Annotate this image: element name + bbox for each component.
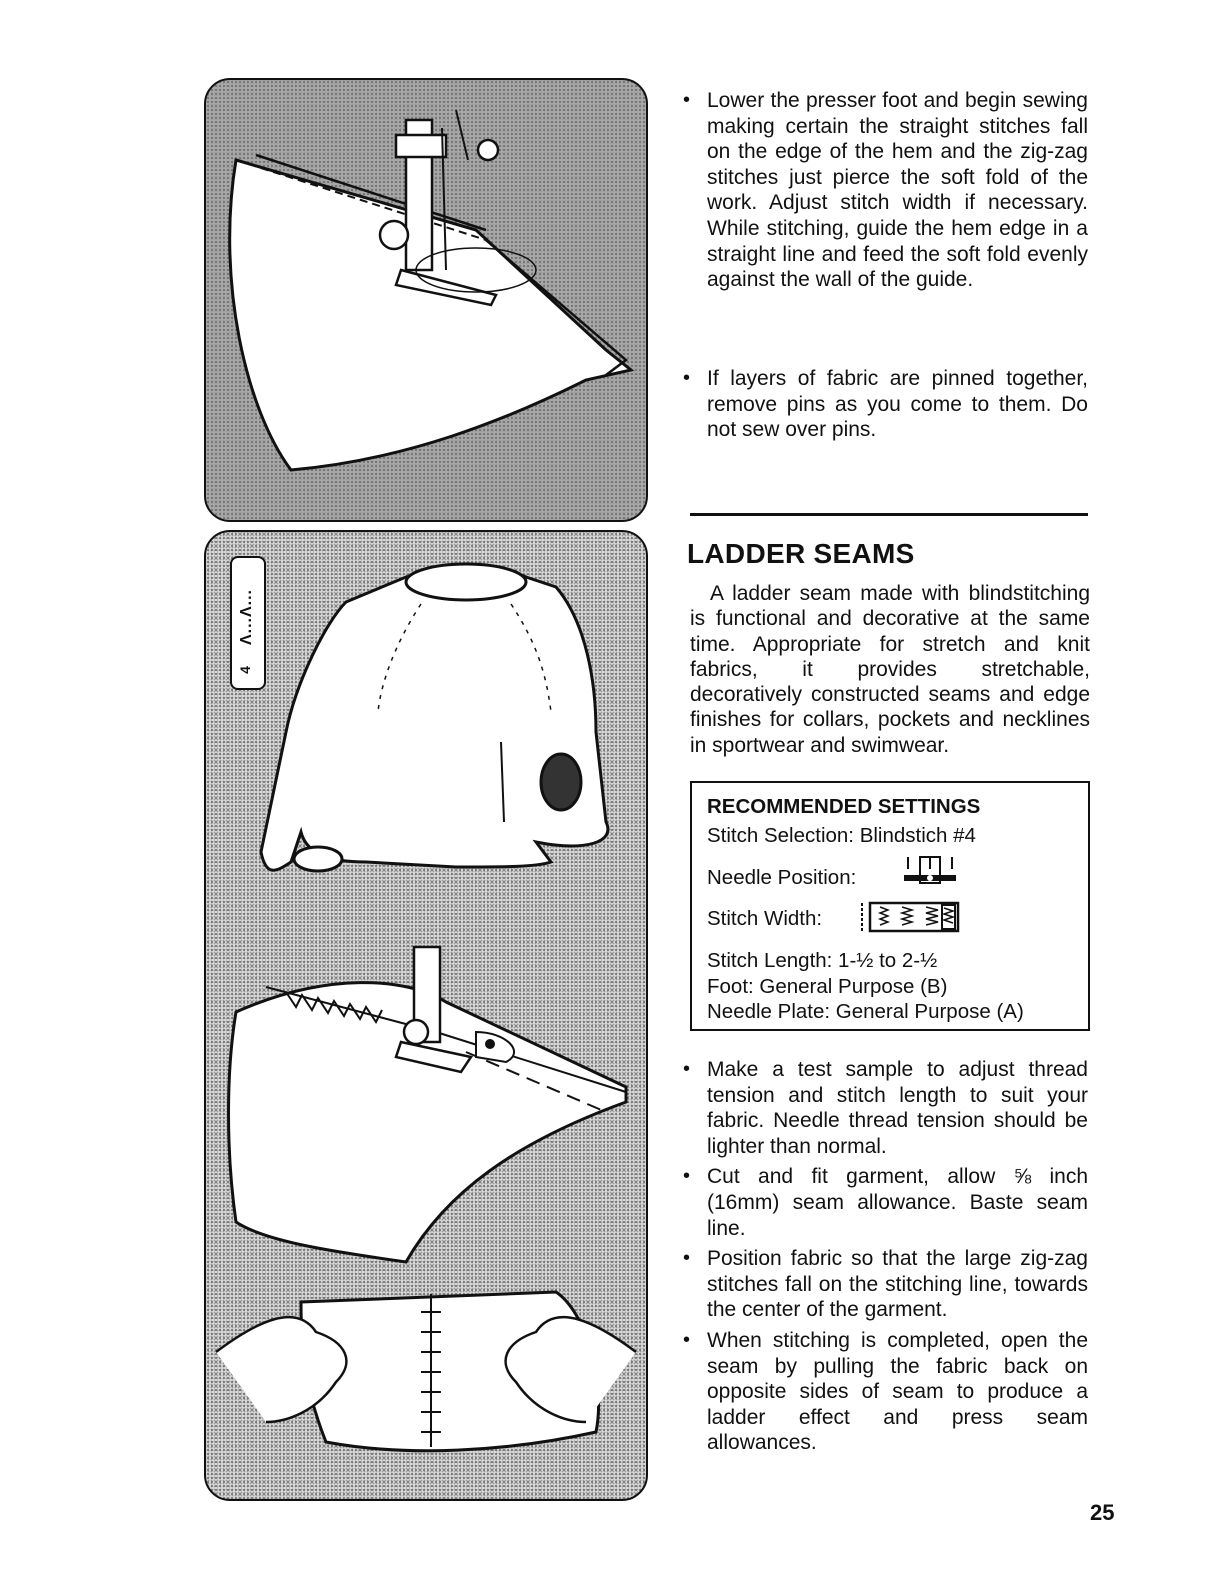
stitch-length: Stitch Length: 1-½ to 2-½: [707, 949, 938, 972]
stitch-pattern-label: Λ...Λ...: [238, 589, 255, 646]
needle-plate-setting: Needle Plate: General Purpose (A): [707, 1000, 1024, 1023]
needle-position-icon: [900, 853, 960, 887]
page-number: 25: [1090, 1500, 1115, 1525]
section-intro: A ladder seam made with blindstitching is functional and decorative at the same time. Appropriate for stretch and knit fabrics, it provides stretchable, decoratively constructed seams and edge finishes for collars, pockets and necklines in sportwear and swimwear.: [690, 582, 1090, 757]
stitch-width-icon: [860, 901, 964, 933]
list-item: • If layers of fabric are pinned together, remove pins as you come to them. Do not sew over pins.: [683, 366, 1088, 443]
sweater-drawing: [261, 564, 608, 871]
stitch-width-label: Stitch Width:: [707, 907, 823, 930]
hemming-illustration: [204, 78, 648, 522]
recommended-settings-box: [690, 781, 1090, 1031]
settings-title: RECOMMENDED SETTINGS: [707, 795, 981, 818]
section-divider: [690, 513, 1088, 516]
stitch-selection: Stitch Selection: Blindstich #4: [707, 824, 976, 847]
hem-sewing-drawing: [206, 80, 646, 520]
list-item: • Cut and fit garment, allow ⅝ inch (16mm) seam allowance. Baste seam line.: [683, 1164, 1088, 1241]
garment-and-seam-drawings: [206, 532, 646, 1499]
ladder-seam-steps: [683, 1057, 1088, 1461]
ladder-seam-illustrations: [204, 530, 648, 1501]
list-item: • Lower the presser foot and begin sewing making certain the straight stitches fall on the edge of the hem and the zig-zag stitches just pierce the soft fold of the work. Adjust stitch width if necessary. While stitching, guide the hem edge in a straight line and feed the soft fold evenly against the wall of the guide.: [683, 88, 1088, 293]
sewing-foot-drawing: [229, 947, 627, 1262]
hands-ladder-seam-drawing: [216, 1292, 636, 1451]
pin-instructions-list: [683, 366, 1088, 443]
list-item: • Position fabric so that the large zig-zag stitches fall on the stitching line, towards the center of the garment.: [683, 1246, 1088, 1323]
stitch-number-label: 4: [236, 666, 253, 674]
foot-setting: Foot: General Purpose (B): [707, 975, 948, 998]
needle-position-label: Needle Position:: [707, 866, 857, 889]
list-item: • Make a test sample to adjust thread tension and stitch length to suit your fabric. Needle thread tension should be lighter than normal.: [683, 1057, 1088, 1159]
section-heading: LADDER SEAMS: [687, 538, 915, 569]
hem-instructions-list: [683, 88, 1088, 293]
list-item: • When stitching is completed, open the seam by pulling the fabric back on opposite sides of seam to produce a ladder effect and press seam allowances.: [683, 1328, 1088, 1456]
